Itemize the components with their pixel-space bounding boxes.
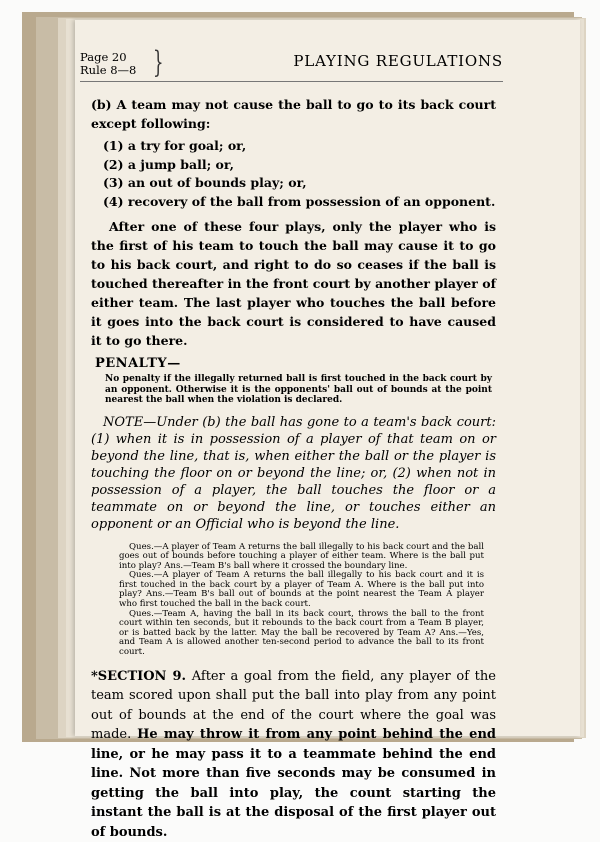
page-body	[91, 95, 496, 842]
penalty-heading: PENALTY—	[95, 356, 181, 371]
rule-number: Rule 8—8	[80, 63, 137, 77]
rule-b-intro: (b) A team may not cause the ball to go to its back court except following:	[91, 97, 496, 131]
rule-b-list	[103, 137, 496, 211]
header-divider	[80, 81, 503, 82]
questions-block	[119, 543, 484, 658]
question-answer: Ques.—A player of Team A returns the ball illegally to his back court and it is first touched in the back court by a player of Team A. Where is the ball put into play? Ans.—Team B's ball out of bounds at the point nearest the Team A player who first touched the ball in the back court.	[119, 570, 484, 610]
section-9	[91, 667, 496, 842]
section-9-bold-text: He may throw it from any point behind the end line, or he may pass it to a teammate behind the end line. Not more than five seconds may be consumed in getting the ball into play, the count starting the instant the ball is at the disposal of the first player out of bounds.	[91, 727, 496, 840]
brace-glyph: }	[153, 45, 164, 80]
question-answer: Ques.—Team A, having the ball in its back court, throws the ball to the front court within ten seconds, but it rebounds to the back court from a Team B player, or is batted back by the latter. May the ball be recovered by Team A? Ans.—Yes, and Team A is allowed another ten-second period to advance the ball to its front court.	[119, 608, 484, 658]
section-9-lead: After a goal from the field, any player of the team scored upon shall put the ball into play from any point out of bounds at the end of the court where the goal was made.	[91, 668, 496, 743]
page-rule-reference	[80, 51, 136, 77]
list-item: (3) an out of bounds play; or,	[103, 175, 307, 190]
section-9-paragraph	[91, 667, 496, 842]
question-answer: Ques.—A player of Team A returns the ball illegally to his back court and the ball goes out of bounds before touching a player of either team. Where is the ball put into play? Ans.—Team B's ball where it crossed the boundary line.	[119, 541, 484, 571]
list-item: (2) a jump ball; or,	[103, 156, 234, 172]
section-9-label: *SECTION 9.	[91, 668, 187, 684]
page-title: PLAYING REGULATIONS	[293, 52, 503, 70]
note-paragraph: NOTE—Under (b) the ball has gone to a team's back court: (1) when it is in possession of a player of that team on or beyond the line, that is, when either the ball or the player is touching the floor on or beyond the line; or, (2) when not in possession of a player, the ball touches the floor or a teammate on or beyond the line, or touches either an opponent or an Official who is beyond the line.	[91, 414, 496, 532]
page-number: Page 20	[80, 50, 127, 64]
rule-b-explanation: After one of these four plays, only the player who is the first of his team to touch the ball may cause it to go to his back court, and right to do so ceases if the ball is touched thereafter in the front court by another player of either team. The last player who touches the ball before it goes into the back court is considered to have caused it to go there.	[91, 219, 496, 348]
list-item: (1) a try for goal; or,	[103, 138, 247, 153]
penalty-text: No penalty if the illegally returned ball is first touched in the back court by an opponent. Otherwise it is the opponents' ball out of bounds at the point nearest the ball when the violation is declared.	[105, 374, 492, 405]
list-item: (4) recovery of the ball from possession of an opponent.	[103, 193, 496, 209]
page-header	[80, 30, 503, 80]
